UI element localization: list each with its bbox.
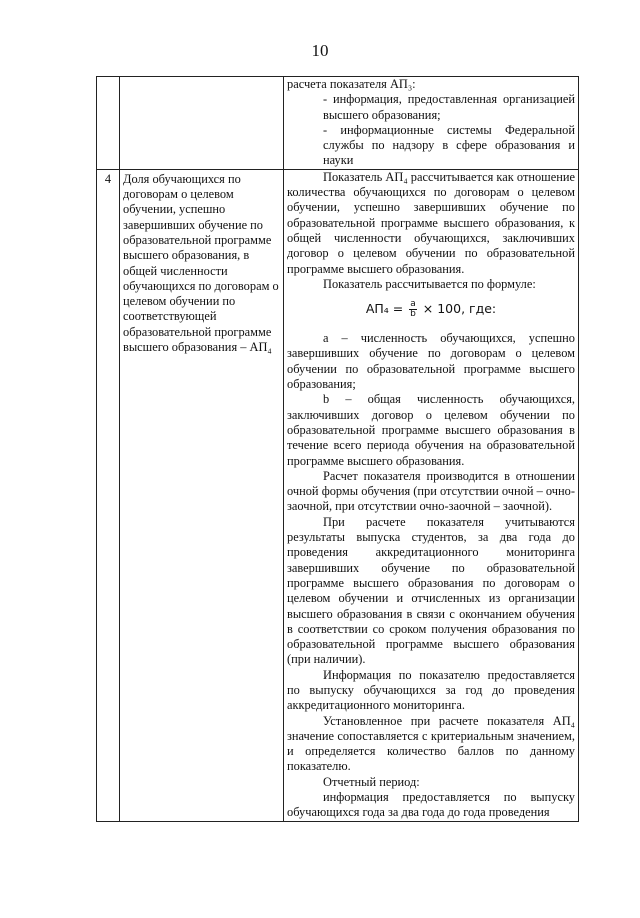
formula-rhs: × 100, где:	[422, 301, 497, 317]
formula-denominator: b	[410, 309, 416, 320]
description-paragraph: информация предоставляется по выпуску обучающихся года за два года до года проведения	[287, 790, 575, 820]
indicator-description-cell	[284, 77, 579, 170]
description-paragraph: a – численность обучающихся, успешно завершивших обучение по договорам о целевом обучении по образовательной программе высшего образования;	[287, 331, 575, 392]
row-number-cell: 4	[97, 169, 120, 821]
indicator-table	[96, 76, 579, 822]
indicator-description-cell	[284, 169, 579, 821]
formula-fraction	[409, 300, 417, 319]
description-paragraph: Установленное при расчете показателя АП₄ значение сопоставляется с критериальным значением, и определяется количество баллов по данному показателю.	[287, 713, 575, 774]
row-number-cell	[97, 77, 120, 170]
table-row	[97, 77, 579, 170]
description-paragraph: Отчетный период:	[323, 774, 420, 789]
description-paragraph: Показатель рассчитывается по формуле:	[323, 276, 536, 291]
formula-numerator: a	[410, 299, 416, 310]
description-list-item: - информация, предоставленная организацией высшего образования;	[323, 92, 575, 122]
page-number: 10	[311, 41, 329, 60]
description-paragraph: Расчет показателя производится в отношении очной формы обучения (при отсутствии очной – очно-заочной, при отсутствии очно-заочной – заочной).	[287, 468, 575, 514]
formula	[287, 300, 575, 319]
description-list-item: - информационные системы Федеральной службы по надзору в сфере образования и науки	[323, 122, 575, 168]
table-row	[97, 169, 579, 821]
description-paragraph: Показатель АП₄ рассчитывается как отношение количества обучающихся по договорам о целевом обучении, успешно завершивших обучение по образовательной программе высшего образования, к общей численности обучающихся, заключивших договор о целевом обучении по образовательной программе высшего образования.	[287, 169, 575, 276]
formula-lhs: АП₄ =	[365, 301, 404, 317]
description-paragraph: Информация по показателю предоставляется по выпуску обучающихся за год до проведения аккредитационного мониторинга.	[287, 667, 575, 713]
indicator-name-cell: Доля обучающихся по договорам о целевом обучении, успешно завершивших обучение по образовательной программе высшего образования, в общей численности обучающихся по договорам о целевом обучении по соответствующей образовательной программе высшего образования – АП₄	[120, 169, 284, 821]
description-paragraph: При расчете показателя учитываются результаты выпуска студентов, за два года до проведения аккредитационного мониторинга завершивших обучение по образовательной программе высшего образования по договорам о целевом обучении и отчисленных из организации высшего образования в связи с окончанием обучения в соответствии со сроком получения образования по образовательной программе высшего образования (при наличии).	[287, 514, 575, 667]
indicator-name-cell	[120, 77, 284, 170]
description-paragraph: b – общая численность обучающихся, заключивших договор о целевом обучении по образовательной программе высшего образования в течение всего периода обучения на образовательной программе высшего образования.	[287, 392, 575, 468]
description-paragraph: расчета показателя АП₃:	[287, 77, 416, 91]
